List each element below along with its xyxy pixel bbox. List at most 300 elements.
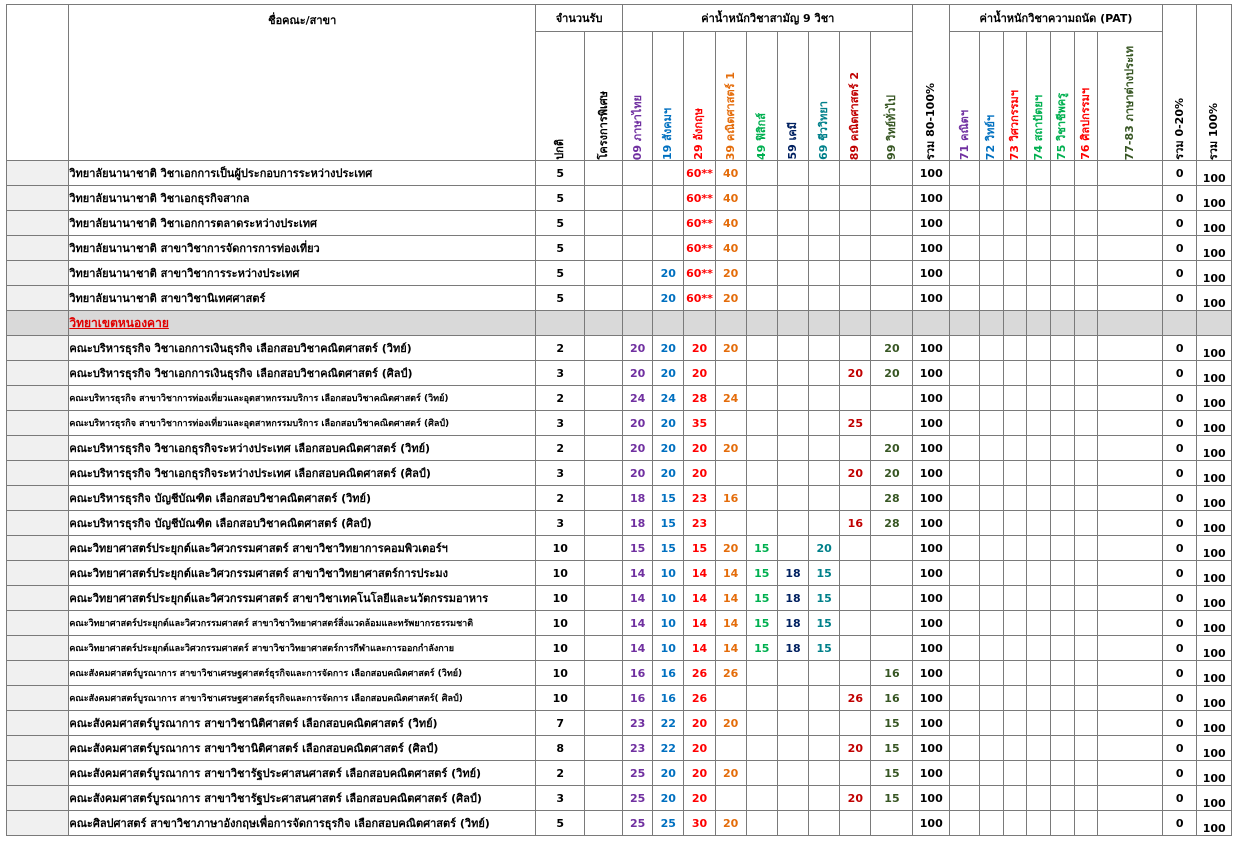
gat-weight [746,761,777,786]
gat-weight [809,186,840,211]
seats-special [585,161,623,186]
gat-weight: 25 [840,411,871,436]
pat-weight [1027,636,1051,661]
sum-gat: 100 [913,586,950,611]
seats-special [585,536,623,561]
faculty-name: คณะสังคมศาสตร์บูรณาการ สาขาวิชานิติศาสตร์ เลือกสอบคณิตศาสตร์ (วิทย์) [69,711,536,736]
sum-all: 100 [1197,211,1232,236]
sum-gat: 100 [913,161,950,186]
sum-gat: 100 [913,186,950,211]
gat-weight [871,161,913,186]
header-normal: ปกติ [536,32,585,161]
table-body [7,161,1232,836]
gat-weight [746,711,777,736]
sum-gat: 100 [913,236,950,261]
gat-weight: 28 [684,386,715,411]
gat-weight: 10 [653,561,684,586]
gat-weight [871,211,913,236]
gat-weight: 20 [715,811,746,836]
sum-all: 100 [1197,711,1232,736]
faculty-name: คณะบริหารธุรกิจ บัญชีบัณฑิต เลือกสอบวิชาคณิตศาสตร์ (ศิลป์) [69,511,536,536]
gat-weight [809,511,840,536]
faculty-name: วิทยาลัยนานาชาติ วิชาเอกการตลาดระหว่างประเทศ [69,211,536,236]
pat-weight [1027,611,1051,636]
seats-normal: 10 [536,536,585,561]
pat-weight [980,461,1004,486]
faculty-name: คณะบริหารธุรกิจ วิชาเอกการเงินธุรกิจ เลือกสอบวิชาคณิตศาสตร์ (วิทย์) [69,336,536,361]
faculty-name: คณะบริหารธุรกิจ วิชาเอกการเงินธุรกิจ เลือกสอบวิชาคณิตศาสตร์ (ศิลป์) [69,361,536,386]
header-gat-col: 99 วิทย์ทั่วไป [871,32,913,161]
gat-weight [746,736,777,761]
pat-weight [980,536,1004,561]
gat-weight [653,236,684,261]
pat-weight [1074,611,1098,636]
empty-cell [1027,311,1051,336]
gat-weight: 25 [623,786,653,811]
pat-weight [950,261,980,286]
gat-weight [777,436,808,461]
pat-weight [1027,186,1051,211]
pat-weight [1051,511,1075,536]
pat-weight [1098,611,1163,636]
gat-weight: 20 [715,286,746,311]
pat-weight [1051,561,1075,586]
gat-weight [623,261,653,286]
seats-special [585,711,623,736]
sum-gat: 100 [913,436,950,461]
empty-cell [536,311,585,336]
pat-weight [950,686,980,711]
gat-weight [840,286,871,311]
gat-weight: 20 [653,261,684,286]
gat-weight: 15 [746,586,777,611]
gat-weight: 20 [653,286,684,311]
gat-weight [871,536,913,561]
pat-weight [980,411,1004,436]
gat-weight: 60** [684,286,715,311]
row-lead-cell [7,811,69,836]
gat-weight: 16 [871,661,913,686]
pat-weight [1027,686,1051,711]
pat-weight [1074,336,1098,361]
gat-weight: 15 [871,761,913,786]
header-pat-col: 71 คณิตฯ [950,32,980,161]
gat-weight: 15 [684,536,715,561]
sum-pat: 0 [1162,161,1196,186]
pat-weight [1098,461,1163,486]
row-lead-cell [7,486,69,511]
pat-weight [1051,411,1075,436]
pat-weight [1003,611,1027,636]
faculty-name: วิทยาลัยนานาชาติ สาขาวิชาการจัดการการท่องเที่ยว [69,236,536,261]
gat-weight [746,261,777,286]
gat-weight: 20 [715,711,746,736]
gat-weight [746,786,777,811]
pat-weight [1003,286,1027,311]
seats-normal: 5 [536,161,585,186]
row-lead-cell [7,636,69,661]
gat-weight [809,711,840,736]
table-row [7,686,1232,711]
gat-weight: 35 [684,411,715,436]
header-gat-group: ค่าน้ำหนักวิชาสามัญ 9 วิชา [623,5,913,32]
row-lead-cell [7,436,69,461]
pat-weight [1098,411,1163,436]
gat-weight [715,411,746,436]
gat-weight: 14 [684,586,715,611]
seats-normal: 2 [536,386,585,411]
pat-weight [1027,761,1051,786]
pat-weight [1098,386,1163,411]
pat-weight [1098,286,1163,311]
pat-weight [1003,761,1027,786]
pat-weight [1098,586,1163,611]
pat-weight [950,236,980,261]
pat-weight [1051,811,1075,836]
pat-weight [980,486,1004,511]
gat-weight [653,161,684,186]
gat-weight [840,586,871,611]
sum-all: 100 [1197,286,1232,311]
gat-weight [809,386,840,411]
pat-weight [1003,411,1027,436]
seats-normal: 10 [536,686,585,711]
gat-weight [653,186,684,211]
pat-weight [1098,336,1163,361]
sum-pat: 0 [1162,786,1196,811]
pat-weight [1074,761,1098,786]
table-row [7,261,1232,286]
sum-pat: 0 [1162,436,1196,461]
gat-weight: 60** [684,236,715,261]
pat-weight [950,611,980,636]
gat-weight [715,686,746,711]
seats-special [585,436,623,461]
gat-weight: 20 [840,461,871,486]
pat-weight [1003,486,1027,511]
gat-weight: 23 [623,711,653,736]
row-lead-cell [7,686,69,711]
pat-weight [1051,336,1075,361]
seats-special [585,186,623,211]
gat-weight [871,386,913,411]
sum-gat: 100 [913,661,950,686]
faculty-name: คณะวิทยาศาสตร์ประยุกต์และวิศวกรรมศาสตร์ สาขาวิชาวิทยาศาสตร์การกีฬาและการออกกำลังกาย [69,636,536,661]
table-row [7,736,1232,761]
gat-weight [746,686,777,711]
pat-weight [1098,786,1163,811]
pat-weight [980,361,1004,386]
seats-normal: 5 [536,211,585,236]
pat-weight [1074,686,1098,711]
gat-weight [840,711,871,736]
empty-cell [777,311,808,336]
gat-weight: 16 [623,686,653,711]
table-row [7,161,1232,186]
gat-weight [715,511,746,536]
faculty-name: คณะบริหารธุรกิจ สาขาวิชาการท่องเที่ยวและอุตสาหกรรมบริการ เลือกสอบวิชาคณิตศาสตร์ (วิทย์) [69,386,536,411]
gat-weight [653,211,684,236]
gat-weight [777,686,808,711]
pat-weight [980,236,1004,261]
header-gat-col: 19 สังคมฯ [653,32,684,161]
empty-cell [623,311,653,336]
gat-weight [809,811,840,836]
sum-all: 100 [1197,661,1232,686]
pat-weight [980,611,1004,636]
gat-weight: 23 [684,511,715,536]
gat-weight [840,536,871,561]
faculty-name: วิทยาลัยนานาชาติ สาขาวิชาการระหว่างประเทศ [69,261,536,286]
gat-weight: 26 [840,686,871,711]
pat-weight [1074,211,1098,236]
pat-weight [1098,761,1163,786]
seats-normal: 10 [536,611,585,636]
row-lead-cell [7,186,69,211]
pat-weight [1051,786,1075,811]
gat-weight: 20 [809,536,840,561]
gat-weight: 24 [623,386,653,411]
pat-weight [1074,161,1098,186]
seats-normal: 2 [536,336,585,361]
gat-weight [840,561,871,586]
pat-weight [980,686,1004,711]
gat-weight [623,211,653,236]
row-lead-cell [7,236,69,261]
gat-weight: 20 [653,461,684,486]
gat-weight [715,786,746,811]
row-lead-cell [7,286,69,311]
pat-weight [1098,561,1163,586]
pat-weight [980,561,1004,586]
seats-normal: 5 [536,236,585,261]
sum-pat: 0 [1162,386,1196,411]
pat-weight [980,711,1004,736]
pat-weight [980,511,1004,536]
gat-weight: 40 [715,161,746,186]
pat-weight [980,436,1004,461]
pat-weight [1074,661,1098,686]
header-pat-col: 76 ศิลปกรรมฯ [1074,32,1098,161]
sum-gat: 100 [913,686,950,711]
gat-weight: 20 [684,786,715,811]
pat-weight [1074,811,1098,836]
gat-weight: 20 [715,436,746,461]
header-gat-col: 59 เคมี [777,32,808,161]
sum-all: 100 [1197,536,1232,561]
table-row [7,536,1232,561]
gat-weight: 20 [715,336,746,361]
gat-weight [746,386,777,411]
pat-weight [1074,461,1098,486]
pat-weight [1074,486,1098,511]
seats-normal: 10 [536,661,585,686]
pat-weight [1098,736,1163,761]
sum-pat: 0 [1162,286,1196,311]
pat-weight [1098,636,1163,661]
faculty-name: คณะสังคมศาสตร์บูรณาการ สาขาวิชาเศรษฐศาสตร์ธุรกิจและการจัดการ เลือกสอบคณิตศาสตร์ (วิทย์) [69,661,536,686]
pat-weight [980,261,1004,286]
row-lead-cell [7,311,69,336]
pat-weight [1098,661,1163,686]
pat-weight [1027,361,1051,386]
sum-gat: 100 [913,286,950,311]
gat-weight [715,736,746,761]
seats-normal: 5 [536,261,585,286]
gat-weight [746,186,777,211]
seats-normal: 3 [536,511,585,536]
gat-weight: 20 [653,436,684,461]
sum-all: 100 [1197,236,1232,261]
gat-weight: 10 [653,586,684,611]
pat-weight [1003,786,1027,811]
gat-weight [809,161,840,186]
header-gat-col: 39 คณิตศาสตร์ 1 [715,32,746,161]
sum-all: 100 [1197,686,1232,711]
gat-weight [746,661,777,686]
sum-gat: 100 [913,261,950,286]
sum-all: 100 [1197,586,1232,611]
empty-cell [715,311,746,336]
pat-weight [1027,336,1051,361]
gat-weight: 20 [715,261,746,286]
gat-weight [840,661,871,686]
sum-all: 100 [1197,786,1232,811]
table-row [7,386,1232,411]
table-row [7,361,1232,386]
empty-cell [684,311,715,336]
pat-weight [1027,511,1051,536]
pat-weight [1051,236,1075,261]
pat-weight [980,336,1004,361]
gat-weight: 15 [746,561,777,586]
gat-weight [746,236,777,261]
pat-weight [980,286,1004,311]
gat-weight [871,561,913,586]
pat-weight [1098,436,1163,461]
empty-cell [1074,311,1098,336]
gat-weight [840,386,871,411]
gat-weight [623,286,653,311]
gat-weight: 16 [623,661,653,686]
empty-cell [1162,311,1196,336]
gat-weight [746,461,777,486]
sum-all: 100 [1197,386,1232,411]
pat-weight [980,736,1004,761]
gat-weight [809,686,840,711]
pat-weight [1003,186,1027,211]
gat-weight: 20 [684,461,715,486]
faculty-name: วิทยาลัยนานาชาติ วิชาเอกธุรกิจสากล [69,186,536,211]
pat-weight [1074,511,1098,536]
gat-weight [746,336,777,361]
row-lead-cell [7,611,69,636]
pat-weight [1051,736,1075,761]
gat-weight [871,186,913,211]
row-lead-cell [7,536,69,561]
gat-weight: 14 [684,611,715,636]
pat-weight [980,811,1004,836]
gat-weight: 20 [684,336,715,361]
pat-weight [950,811,980,836]
seats-special [585,686,623,711]
sum-pat: 0 [1162,611,1196,636]
pat-weight [1003,636,1027,661]
gat-weight: 18 [777,611,808,636]
gat-weight [809,236,840,261]
gat-weight: 20 [684,361,715,386]
pat-weight [980,661,1004,686]
gat-weight [777,461,808,486]
table-row [7,436,1232,461]
sum-pat: 0 [1162,711,1196,736]
header-gat-col: 89 คณิตศาสตร์ 2 [840,32,871,161]
table-row [7,511,1232,536]
header-pat-col: 73 วิศวกรรมฯ [1003,32,1027,161]
gat-weight: 14 [715,561,746,586]
pat-weight [950,536,980,561]
pat-weight [1098,511,1163,536]
table-row [7,186,1232,211]
seats-normal: 5 [536,186,585,211]
pat-weight [950,786,980,811]
gat-weight [840,811,871,836]
gat-weight: 23 [623,736,653,761]
header-gat-col: 69 ชีววิทยา [809,32,840,161]
gat-weight: 20 [684,711,715,736]
row-lead-cell [7,461,69,486]
sum-all: 100 [1197,461,1232,486]
gat-weight: 28 [871,511,913,536]
gat-weight: 14 [715,586,746,611]
gat-weight [777,786,808,811]
table-row [7,561,1232,586]
pat-weight [1027,286,1051,311]
gat-weight [809,211,840,236]
pat-weight [950,286,980,311]
gat-weight [777,661,808,686]
gat-weight: 10 [653,611,684,636]
sum-all: 100 [1197,736,1232,761]
faculty-name: คณะศิลปศาสตร์ สาขาวิชาภาษาอังกฤษเพื่อการจัดการธุรกิจ เลือกสอบคณิตศาสตร์ (วิทย์) [69,811,536,836]
sum-pat: 0 [1162,811,1196,836]
gat-weight [840,611,871,636]
pat-weight [1051,211,1075,236]
table-row [7,761,1232,786]
row-lead-cell [7,761,69,786]
gat-weight [777,386,808,411]
gat-weight [871,611,913,636]
faculty-name: คณะสังคมศาสตร์บูรณาการ สาขาวิชานิติศาสตร์ เลือกสอบคณิตศาสตร์ (ศิลป์) [69,736,536,761]
faculty-name: วิทยาลัยนานาชาติ วิชาเอกการเป็นผู้ประกอบการระหว่างประเทศ [69,161,536,186]
gat-weight [777,511,808,536]
gat-weight: 20 [684,736,715,761]
sum-pat: 0 [1162,686,1196,711]
gat-weight [715,361,746,386]
gat-weight [777,161,808,186]
gat-weight: 60** [684,211,715,236]
pat-weight [1074,636,1098,661]
table-row [7,611,1232,636]
empty-cell [746,311,777,336]
pat-weight [1051,536,1075,561]
sum-gat: 100 [913,486,950,511]
gat-weight [871,636,913,661]
gat-weight: 25 [623,761,653,786]
pat-weight [1074,361,1098,386]
faculty-name: คณะวิทยาศาสตร์ประยุกต์และวิศวกรรมศาสตร์ สาขาวิชาเทคโนโลยีและนวัตกรรมอาหาร [69,586,536,611]
pat-weight [1074,186,1098,211]
